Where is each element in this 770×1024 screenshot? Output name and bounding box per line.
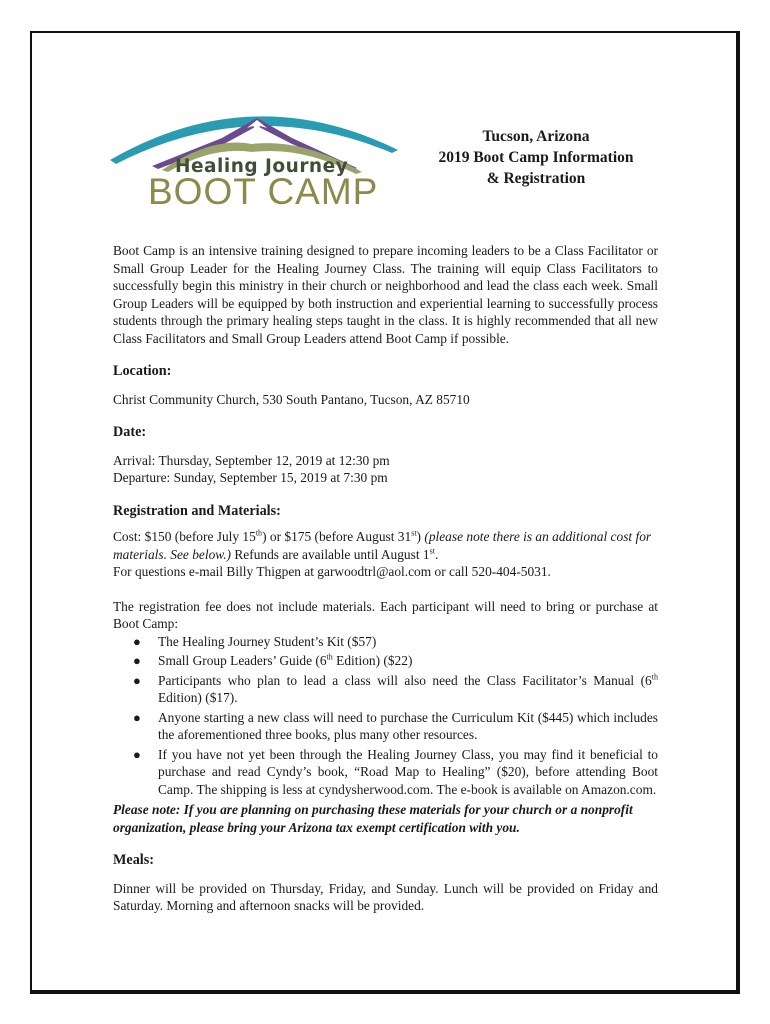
cost-note: (please note there is an additional cost for materials. See below.) bbox=[113, 529, 652, 562]
bullet-icon: ● bbox=[133, 653, 141, 668]
logo-boot-camp-text: BOOT CAMP bbox=[148, 171, 379, 212]
tax-exempt-note: Please note: If you are planning on purchasing these materials for your church or a nonprofit organization, please bring your Arizona tax exempt certification with you. bbox=[113, 802, 633, 835]
list-item bbox=[113, 672, 658, 707]
materials-list bbox=[113, 633, 658, 799]
refund-end: . bbox=[434, 546, 439, 562]
date-heading: Date: bbox=[113, 424, 147, 440]
cost-sup-2: st bbox=[411, 528, 417, 538]
cost-text-2: ) or $175 (before August 31 bbox=[262, 529, 412, 544]
arrival-text: Arrival: Thursday, September 12, 2019 at 12:30 pm bbox=[113, 452, 390, 468]
list-item bbox=[113, 633, 658, 651]
list-item-text: Edition) ($22) bbox=[332, 653, 413, 668]
cost-text-1: Cost: $150 (before July 15 bbox=[113, 529, 256, 544]
refund-sup: st bbox=[429, 546, 435, 556]
list-item bbox=[113, 652, 658, 670]
bullet-icon: ● bbox=[133, 633, 141, 649]
departure-text: Departure: Sunday, September 15, 2019 at 7:30 pm bbox=[113, 470, 388, 485]
cost-text-3: ) bbox=[416, 529, 425, 544]
list-item-text: Participants who plan to lead a class will also need the Class Facilitator’s Manual (6 bbox=[158, 672, 652, 688]
intro-paragraph: Boot Camp is an intensive training designed to prepare incoming leaders to be a Class Facilitator or Small Group Leader for the Healing Journey Class. The training will equip Class Facilitators to successfully begin this ministry in their church or neighborhood and lead the class each week. Small Group Leaders will be equipped by both instruction and experiential learning to successfully process students through the primary healing steps taught in the class. It is highly recommended that all new Class Facilitators and Small Group Leaders attend Boot Camp if possible. bbox=[113, 243, 658, 346]
bullet-icon: ● bbox=[133, 672, 141, 688]
title-line-registration: & Registration bbox=[486, 170, 586, 187]
questions-text: For questions e-mail Billy Thigpen at garwoodtrl@aol.com or call 520-404-5031. bbox=[113, 564, 551, 579]
meals-text: Dinner will be provided on Thursday, Friday, and Sunday. Lunch will be provided on Friday and Saturday. Morning and afternoon snacks will be provided. bbox=[113, 880, 658, 913]
bullet-icon: ● bbox=[133, 709, 141, 725]
document-body bbox=[113, 242, 658, 915]
registration-heading: Registration and Materials: bbox=[113, 502, 281, 519]
title-line-location: Tucson, Arizona bbox=[482, 128, 590, 145]
fee-paragraph: The registration fee does not include materials. Each participant will need to bring or purchase at Boot Camp: bbox=[113, 598, 658, 631]
location-text: Christ Community Church, 530 South Pantano, Tucson, AZ 85710 bbox=[113, 391, 470, 407]
list-item-text: If you have not yet been through the Healing Journey Class, you may find it beneficial to purchase and read Cyndy’s book, “Road Map to Healing” ($20), before attending Boot Camp. The shipping is less at cyndysherwood.com. The e-book is available on Amazon.com. bbox=[158, 746, 658, 797]
document-title bbox=[420, 126, 652, 189]
list-item-text: The Healing Journey Student’s Kit ($57) bbox=[158, 633, 377, 649]
list-item-sup: th bbox=[651, 672, 658, 682]
cost-paragraph bbox=[113, 528, 658, 563]
meals-heading: Meals: bbox=[113, 852, 154, 868]
bullet-icon: ● bbox=[133, 746, 141, 762]
location-heading: Location: bbox=[113, 363, 172, 379]
list-item-sup: th bbox=[326, 652, 333, 662]
logo-script-text: Healing Journey bbox=[175, 156, 349, 177]
list-item-text: Edition) ($17). bbox=[158, 690, 238, 705]
title-line-event: 2019 Boot Camp Information bbox=[438, 149, 634, 166]
cost-sup-1: th bbox=[255, 528, 263, 538]
list-item bbox=[113, 709, 658, 744]
refund-text: Refunds are available until August 1 bbox=[231, 546, 430, 562]
list-item-text: Anyone starting a new class will need to purchase the Curriculum Kit ($445) which includes the aforementioned three books, plus many other resources. bbox=[158, 709, 658, 742]
list-item-text: Small Group Leaders’ Guide (6 bbox=[158, 653, 327, 668]
list-item bbox=[113, 746, 658, 799]
